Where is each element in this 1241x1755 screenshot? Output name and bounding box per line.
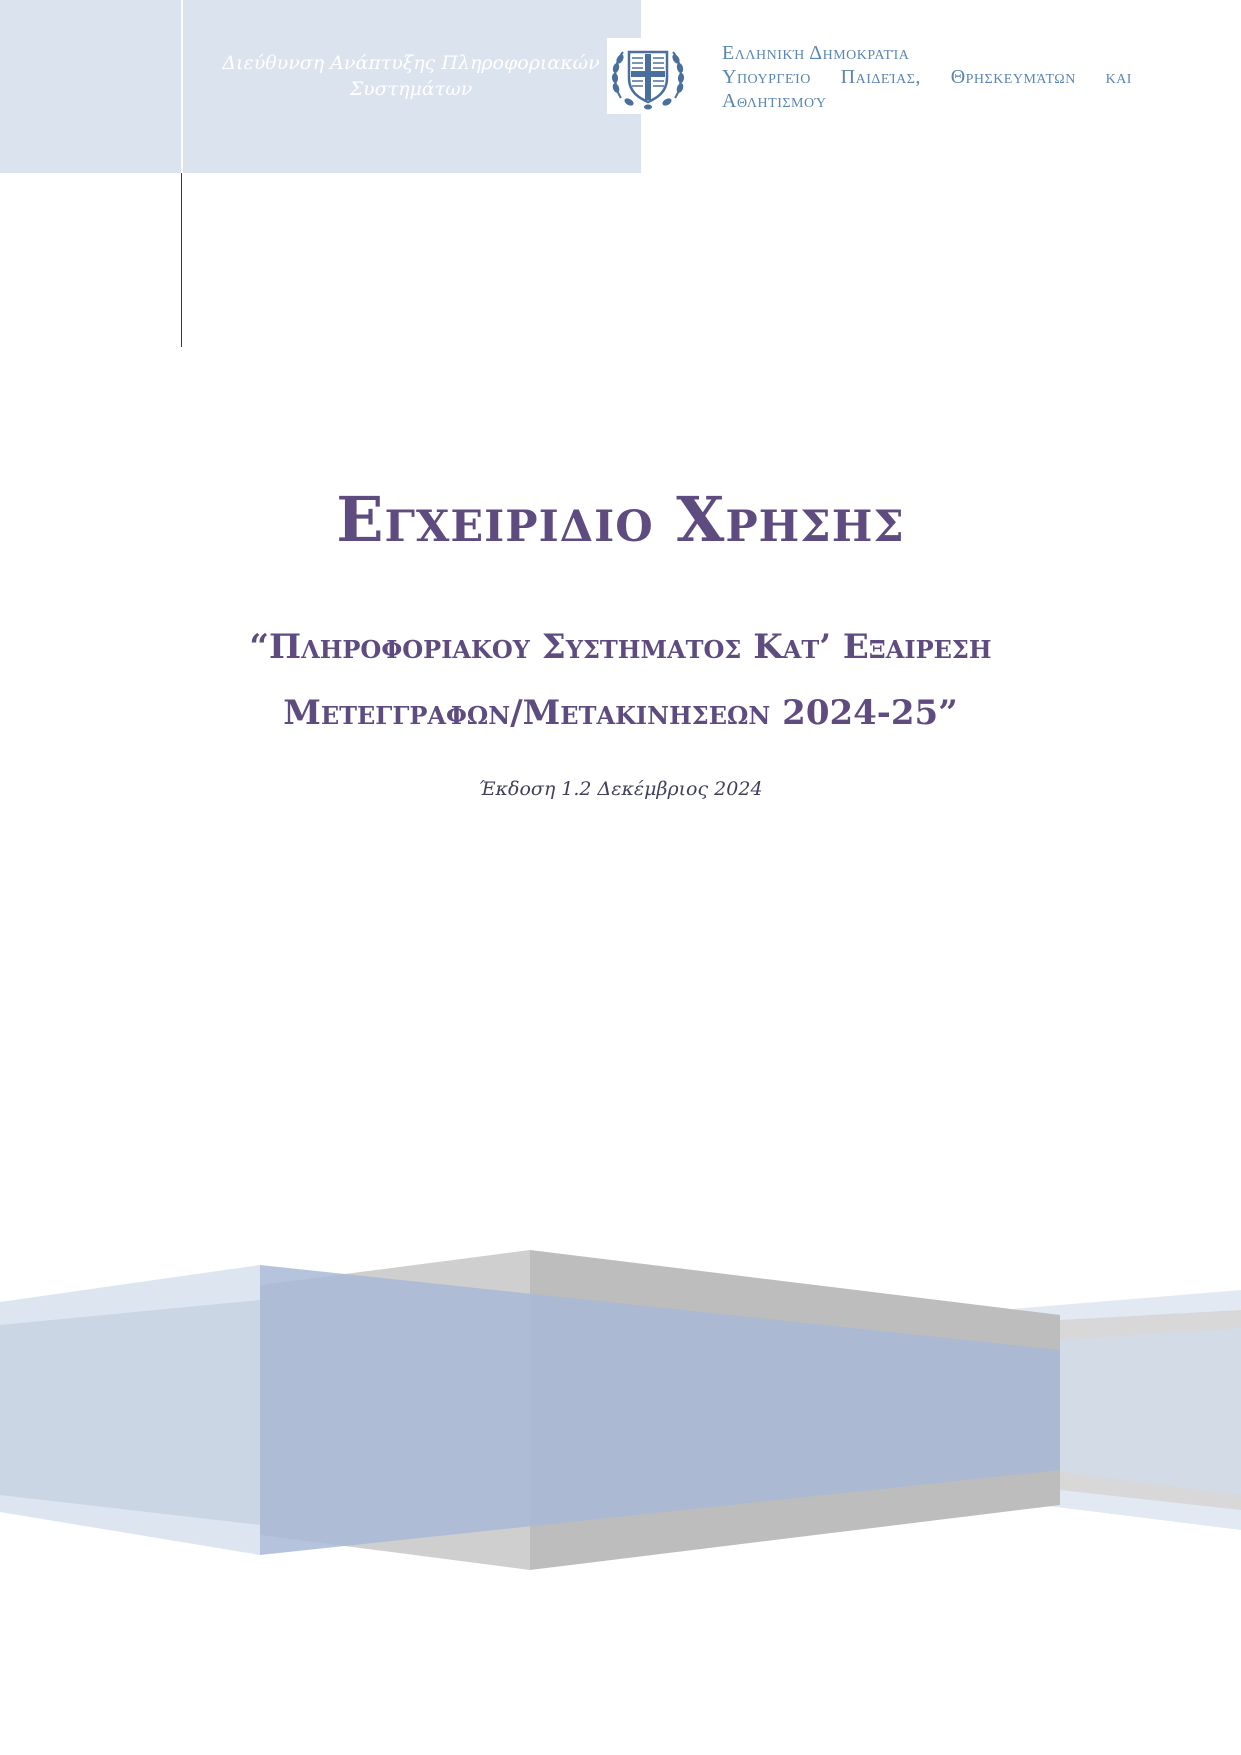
document-subtitle	[0, 614, 1241, 746]
department-line-2: Συστημάτων	[349, 78, 473, 100]
vertical-rule	[181, 173, 182, 347]
ministry-line-1: Ελληνική Δημοκρατία	[722, 42, 910, 64]
decorative-graphic	[0, 1240, 1241, 1580]
ministry-word: Θρησκευμάτων	[950, 66, 1076, 88]
ministry-line-2	[722, 65, 1132, 89]
version-date: Έκδοση 1.2 Δεκέμβριος 2024	[478, 778, 763, 800]
ministry-line-3: Αθλητισμού	[722, 90, 827, 112]
decor-shape	[1060, 1328, 1241, 1495]
department-name	[196, 50, 626, 102]
ministry-word: Υπουργείο	[722, 66, 811, 88]
ministry-name	[722, 41, 1132, 113]
document-title-text: Εγχειριδιο Χρησησ	[336, 483, 905, 556]
subtitle-line-2: Μετεγγραφων/Μετακινησεων 2024-25”	[283, 693, 958, 733]
greek-coat-of-arms-icon	[607, 38, 689, 114]
ministry-word: Παιδείας,	[840, 66, 921, 88]
decor-shape	[0, 1300, 260, 1525]
document-title	[0, 478, 1241, 562]
header-separator	[181, 0, 183, 173]
ministry-word: και	[1105, 66, 1132, 88]
subtitle-line-1: “Πληροφοριακου Συστηματος Κατ’ Εξαιρεση	[249, 627, 992, 667]
department-line-1: Διεύθυνση Ανάπτυξης Πληροφοριακών	[222, 52, 600, 74]
